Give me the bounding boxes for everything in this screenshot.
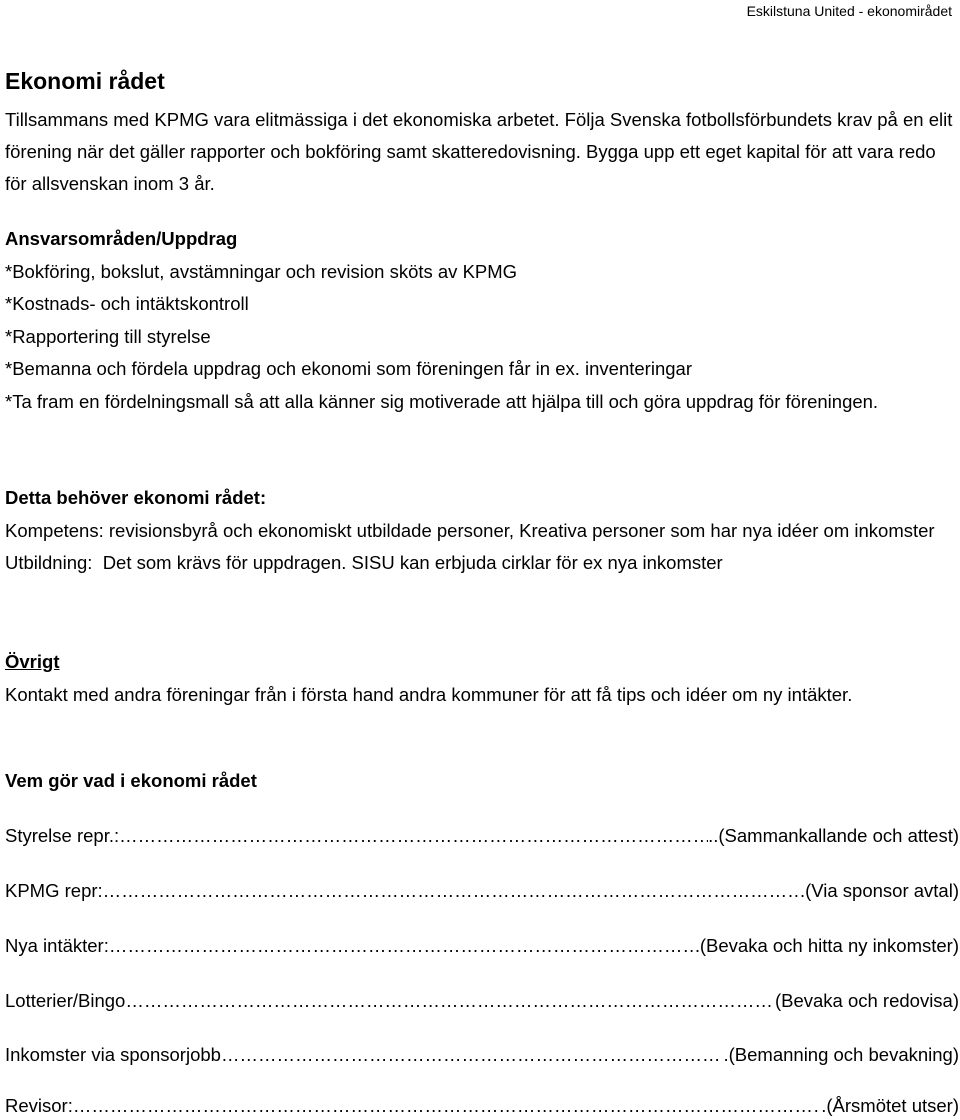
needs-heading: Detta behöver ekonomi rådet: xyxy=(5,487,267,508)
responsibility-item: *Rapportering till styrelse xyxy=(5,325,211,347)
responsibilities-section xyxy=(5,223,957,418)
other-heading: Övrigt xyxy=(5,651,60,672)
dot-leader xyxy=(125,987,775,1015)
role-desc: (Bevaka och hitta ny inkomster) xyxy=(699,935,959,956)
role-label: KPMG repr: xyxy=(5,880,103,901)
needs-item: Kompetens: revisionsbyrå och ekonomiskt utbildade personer, Kreativa personer som har nya idéer om inkomster xyxy=(5,519,935,541)
dot-leader xyxy=(73,1092,821,1120)
page-title: Ekonomi rådet xyxy=(5,68,165,94)
role-label: Styrelse repr.: xyxy=(5,825,120,846)
role-desc: .(Årsmötet utser) xyxy=(821,1095,959,1116)
role-label: Revisor: xyxy=(5,1095,73,1116)
role-desc: ..(Sammankallande och attest) xyxy=(708,825,959,846)
responsibility-item: *Kostnads- och intäktskontroll xyxy=(5,293,249,314)
roles-heading: Vem gör vad i ekonomi rådet xyxy=(5,770,257,791)
dot-leader xyxy=(119,822,708,850)
role-line xyxy=(5,1041,959,1069)
role-desc: .(Bemanning och bevakning) xyxy=(723,1044,959,1065)
dot-leader xyxy=(109,932,700,960)
role-line xyxy=(5,877,959,905)
roles-section xyxy=(5,765,957,798)
role-desc: .(Via sponsor avtal) xyxy=(799,880,959,901)
role-line xyxy=(5,932,959,960)
responsibilities-heading: Ansvarsområden/Uppdrag xyxy=(5,228,238,249)
running-header: Eskilstuna United - ekonomirådet xyxy=(746,3,952,19)
responsibility-item: *Ta fram en fördelningsmall så att alla känner sig motiverade att hjälpa till och göra uppdrag för föreningen. xyxy=(5,390,879,412)
role-label: Nya intäkter: xyxy=(5,935,109,956)
needs-section xyxy=(5,482,957,580)
role-line xyxy=(5,987,959,1015)
dot-leader xyxy=(103,877,800,905)
other-text: Kontakt med andra föreningar från i första hand andra kommuner för att få tips och idéer om ny intäkter. xyxy=(5,683,853,705)
needs-item: Utbildning: Det som krävs för uppdragen. SISU kan erbjuda cirklar för ex nya inkomster xyxy=(5,552,723,573)
other-section xyxy=(5,646,957,711)
role-desc: (Bevaka och redovisa) xyxy=(774,990,959,1011)
role-line xyxy=(5,822,959,850)
role-label: Inkomster via sponsorjobb xyxy=(5,1044,221,1065)
intro-paragraph: Tillsammans med KPMG vara elitmässiga i det ekonomiska arbetet. Följa Svenska fotbollsförbundets krav på en elit förening när det gäller rapporter och bokföring samt skatteredovisning. Bygga upp ett eget kapital för att vara redo för allsvenskan inom 3 år. xyxy=(5,109,953,194)
responsibility-item: *Bemanna och fördela uppdrag och ekonomi som föreningen får in ex. inventeringar xyxy=(5,358,692,379)
role-line xyxy=(5,1092,959,1120)
dot-leader xyxy=(221,1041,724,1069)
role-label: Lotterier/Bingo xyxy=(5,990,126,1011)
responsibility-item: *Bokföring, bokslut, avstämningar och revision sköts av KPMG xyxy=(5,260,518,282)
